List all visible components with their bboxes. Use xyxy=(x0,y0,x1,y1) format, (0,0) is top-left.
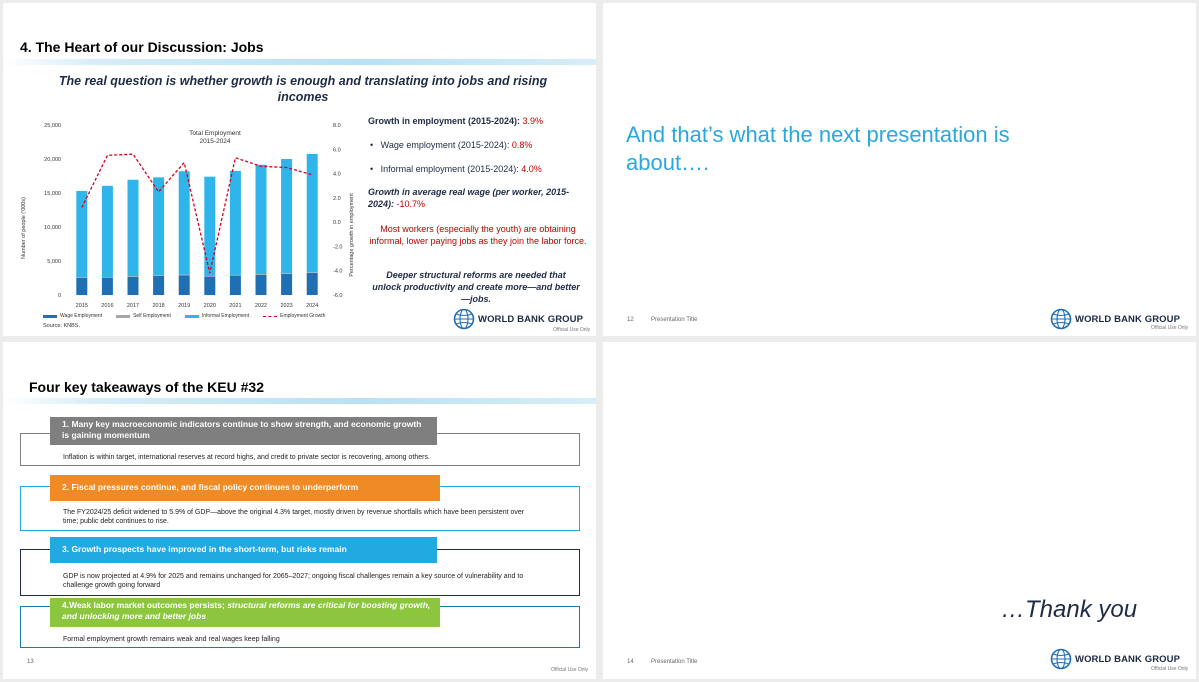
bar-self-employment xyxy=(179,275,190,276)
legend-item-growth: Employment Growth xyxy=(263,313,325,319)
bar-informal-employment xyxy=(153,177,164,275)
bar-wage-employment xyxy=(153,276,164,295)
bar-wage-employment xyxy=(76,278,87,295)
thank-you-text: …Thank you xyxy=(1001,596,1138,623)
logo-text: WORLD BANK GROUP xyxy=(1075,313,1181,325)
y-tick-label: 10,000 xyxy=(44,225,61,231)
y-tick-label: 0 xyxy=(57,293,61,299)
x-tick-label: 2020 xyxy=(203,303,216,309)
title-rule xyxy=(3,398,596,404)
stat-growth-employment: Growth in employment (2015-2024): 3.9% xyxy=(368,116,544,126)
bar-self-employment xyxy=(153,275,164,276)
bar-self-employment xyxy=(204,276,215,277)
closing-statement: And that’s what the next presentation is about…. xyxy=(626,122,1010,175)
official-use-label: Official Use Only xyxy=(1151,666,1189,672)
legend-item-self: Self Employment xyxy=(116,313,171,319)
y2-tick-label: 6.0 xyxy=(333,147,341,154)
logo-text: WORLD BANK GROUP xyxy=(1075,653,1181,665)
slide-title: 4. The Heart of our Discussion: Jobs xyxy=(20,39,264,55)
chart-title: Total Employment xyxy=(189,130,241,137)
slide-title: Four key takeaways of the KEU #32 xyxy=(29,379,264,395)
bar-informal-employment xyxy=(128,180,139,277)
y-tick-label: 20,000 xyxy=(44,157,61,163)
slide-11[interactable] xyxy=(3,3,596,336)
y2-axis-label: Percentage growth in employment xyxy=(349,193,355,277)
y2-tick-label: 2.0 xyxy=(333,195,341,202)
official-use-label: Official Use Only xyxy=(553,327,591,333)
takeaway-body-1: Inflation is within target, international reserves at record highs, and credit to private sector is recovering, among others. xyxy=(63,454,430,461)
takeaway-heading-2: 2. Fiscal pressures continue, and fiscal policy continues to underperform xyxy=(50,475,440,501)
bar-informal-employment xyxy=(230,171,241,275)
official-use-label: Official Use Only xyxy=(551,667,589,673)
bar-self-employment xyxy=(307,272,318,273)
stat-wage-employment: • Wage employment (2015-2024): 0.8% xyxy=(370,140,533,150)
slide-headline: The real question is whether growth is enough and translating into jobs and rising incomes xyxy=(58,74,548,104)
takeaway-body-2: The FY2024/25 deficit widened to 5.9% of GDP—above the original 4.3% target, mostly driven by revenue shortfalls which have been persistent over time; public debt continues to rise. xyxy=(63,509,525,525)
page-title: Presentation Title xyxy=(651,317,698,323)
page-number: 13 xyxy=(27,659,34,665)
bar-informal-employment xyxy=(76,191,87,277)
takeaway-heading-1: 1. Many key macroeconomic indicators continue to show strength, and economic growth is gaining momentum xyxy=(50,417,437,445)
bar-informal-employment xyxy=(102,186,113,277)
y2-tick-label: -2.0 xyxy=(333,244,343,251)
takeaway-body-4: Formal employment growth remains weak and real wages keep falling xyxy=(63,636,280,643)
logo-text: WORLD BANK GROUP xyxy=(478,313,584,325)
bar-informal-employment xyxy=(307,154,318,272)
globe-icon xyxy=(453,308,475,330)
bar-informal-employment xyxy=(179,171,190,274)
legend-item-informal: Informal Employment xyxy=(185,313,249,319)
page-number: 14 xyxy=(627,659,634,665)
takeaway-heading-4: 4.Weak labor market outcomes persists; structural reforms are critical for boosting growth, and unlocking more and better jobs xyxy=(50,598,440,627)
slide-12[interactable] xyxy=(603,3,1196,336)
employment-chart xyxy=(13,115,363,330)
youth-note: Most workers (especially the youth) are obtaining informal, lower paying jobs as they join the labor force. xyxy=(369,224,587,246)
bar-informal-employment xyxy=(256,165,267,274)
bar-wage-employment xyxy=(307,273,318,295)
x-tick-label: 2023 xyxy=(280,303,293,309)
y-tick-label: 5,000 xyxy=(47,259,61,265)
y2-tick-label: -6.0 xyxy=(333,293,343,299)
x-tick-label: 2017 xyxy=(126,303,140,309)
bar-wage-employment xyxy=(179,275,190,295)
takeaway-body-3: GDP is now projected at 4.9% for 2025 and remains unchanged for 2065–2027; ongoing fiscal challenges remain a key source of vulnerability and to challenge growth going forward xyxy=(63,573,524,589)
bar-self-employment xyxy=(102,277,113,278)
reform-note: Deeper structural reforms are needed that unlock productivity and create more—and better—jobs. xyxy=(372,270,580,304)
x-tick-label: 2015 xyxy=(75,303,88,309)
bar-wage-employment xyxy=(102,278,113,295)
bar-self-employment xyxy=(230,275,241,276)
globe-icon xyxy=(1050,308,1072,330)
x-tick-label: 2019 xyxy=(178,303,191,309)
bar-informal-employment xyxy=(281,159,292,273)
chart-legend xyxy=(43,313,325,319)
chart-subtitle: 2015-2024 xyxy=(199,138,231,145)
slide-14[interactable] xyxy=(603,342,1196,679)
title-rule xyxy=(3,59,596,65)
y2-tick-label: 4.0 xyxy=(333,171,341,178)
official-use-label: Official Use Only xyxy=(1151,325,1189,331)
x-tick-label: 2022 xyxy=(254,303,268,309)
y2-tick-label: 8.0 xyxy=(333,123,341,129)
y2-tick-label: -4.0 xyxy=(333,268,343,275)
bar-informal-employment xyxy=(204,177,215,276)
legend-item-wage: Wage Employment xyxy=(43,313,102,319)
y2-tick-label: 0.0 xyxy=(333,220,341,227)
stat-real-wage: Growth in average real wage (per worker, 2015-2024): -10.7% xyxy=(368,187,570,209)
bar-self-employment xyxy=(256,274,267,275)
page-number: 12 xyxy=(627,317,634,323)
bar-wage-employment xyxy=(230,276,241,295)
globe-icon xyxy=(1050,648,1072,670)
bar-self-employment xyxy=(128,276,139,277)
x-tick-label: 2021 xyxy=(229,303,242,309)
takeaway-heading-3: 3. Growth prospects have improved in the short-term, but risks remain xyxy=(50,537,437,563)
x-tick-label: 2018 xyxy=(152,303,165,309)
y-tick-label: 15,000 xyxy=(44,191,61,197)
bar-self-employment xyxy=(281,273,292,274)
y-axis-label: Number of people ('000s) xyxy=(21,197,27,259)
stat-informal-employment: • Informal employment (2015-2024): 4.0% xyxy=(370,164,542,174)
bar-wage-employment xyxy=(281,274,292,295)
x-tick-label: 2016 xyxy=(101,303,114,309)
chart-source: Source: KNBS. xyxy=(43,323,80,329)
bar-wage-employment xyxy=(256,275,267,295)
employment-growth-line xyxy=(82,154,312,273)
bar-self-employment xyxy=(76,277,87,278)
bar-wage-employment xyxy=(128,277,139,295)
page-title: Presentation Title xyxy=(651,659,698,665)
x-tick-label: 2024 xyxy=(306,303,319,309)
bar-wage-employment xyxy=(204,277,215,295)
slide-13[interactable] xyxy=(3,342,596,679)
y-tick-label: 25,000 xyxy=(44,123,61,129)
